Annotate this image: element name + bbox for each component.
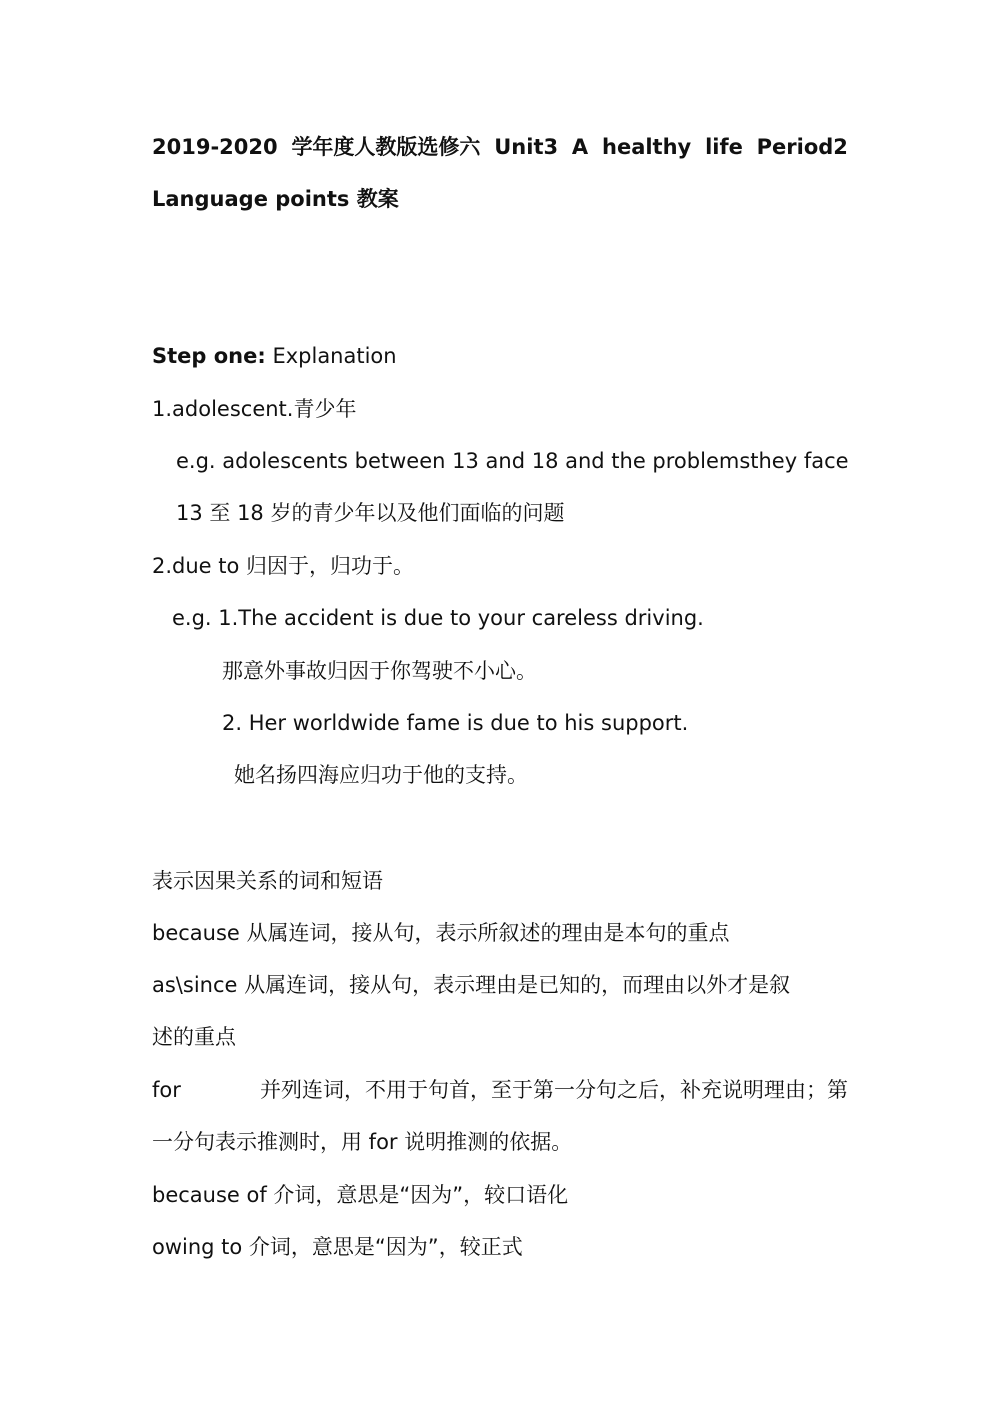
step-one-heading [152, 341, 852, 371]
item1-head: 1.adolescent.青少年 [152, 397, 357, 421]
causal-as-since-line2: 述的重点 [152, 1025, 236, 1049]
title-word: life [705, 135, 743, 159]
causal-as-since-line1: as\since 从属连词，接从句，表示理由是已知的，而理由以外才是叙 [152, 973, 791, 997]
item1-example-cn: 13 至 18 岁的青少年以及他们面临的问题 [176, 501, 565, 525]
item1-example-en-a: e.g. adolescents between 13 and 18 and the problems [176, 449, 751, 473]
title-word: healthy [602, 135, 692, 159]
title-word: 学年度人教版选修六 [291, 135, 481, 159]
causal-because: because 从属连词，接从句，表示所叙述的理由是本句的重点 [152, 921, 730, 945]
causal-heading: 表示因果关系的词和短语 [152, 869, 383, 893]
item2-example2-cn: 她名扬四海应归功于他的支持。 [234, 763, 528, 787]
causal-for-desc: 并列连词，不用于句首，至于第一分句之后，补充说明理由；第 [260, 1078, 848, 1102]
causal-because-of: because of 介词，意思是“因为”，较口语化 [152, 1183, 569, 1207]
item1-example-en [176, 446, 848, 476]
title-word: Period2 [756, 135, 848, 159]
causal-owing-to: owing to 介词，意思是“因为”，较正式 [152, 1235, 523, 1259]
causal-for-word: for [152, 1078, 181, 1102]
item1-example-en-b: they face [750, 449, 849, 473]
title-word: Unit3 [494, 135, 559, 159]
document-title-line2: Language points 教案 [152, 187, 399, 211]
item2-head: 2.due to 归因于，归功于。 [152, 554, 415, 578]
title-word: 2019-2020 [152, 135, 278, 159]
item2-example1-en: e.g. 1.The accident is due to your careless driving. [172, 606, 704, 630]
causal-for-line2: 一分句表示推测时，用 for 说明推测的依据。 [152, 1130, 573, 1154]
item2-example2-en: 2. Her worldwide fame is due to his support. [222, 711, 689, 735]
step-one-label: Step one: [152, 344, 266, 368]
step-one-title: Explanation [265, 344, 397, 368]
document-title-line1 [152, 132, 848, 162]
title-word: A [571, 135, 589, 159]
item2-example1-cn: 那意外事故归因于你驾驶不小心。 [222, 659, 537, 683]
causal-for-line1 [152, 1075, 848, 1105]
